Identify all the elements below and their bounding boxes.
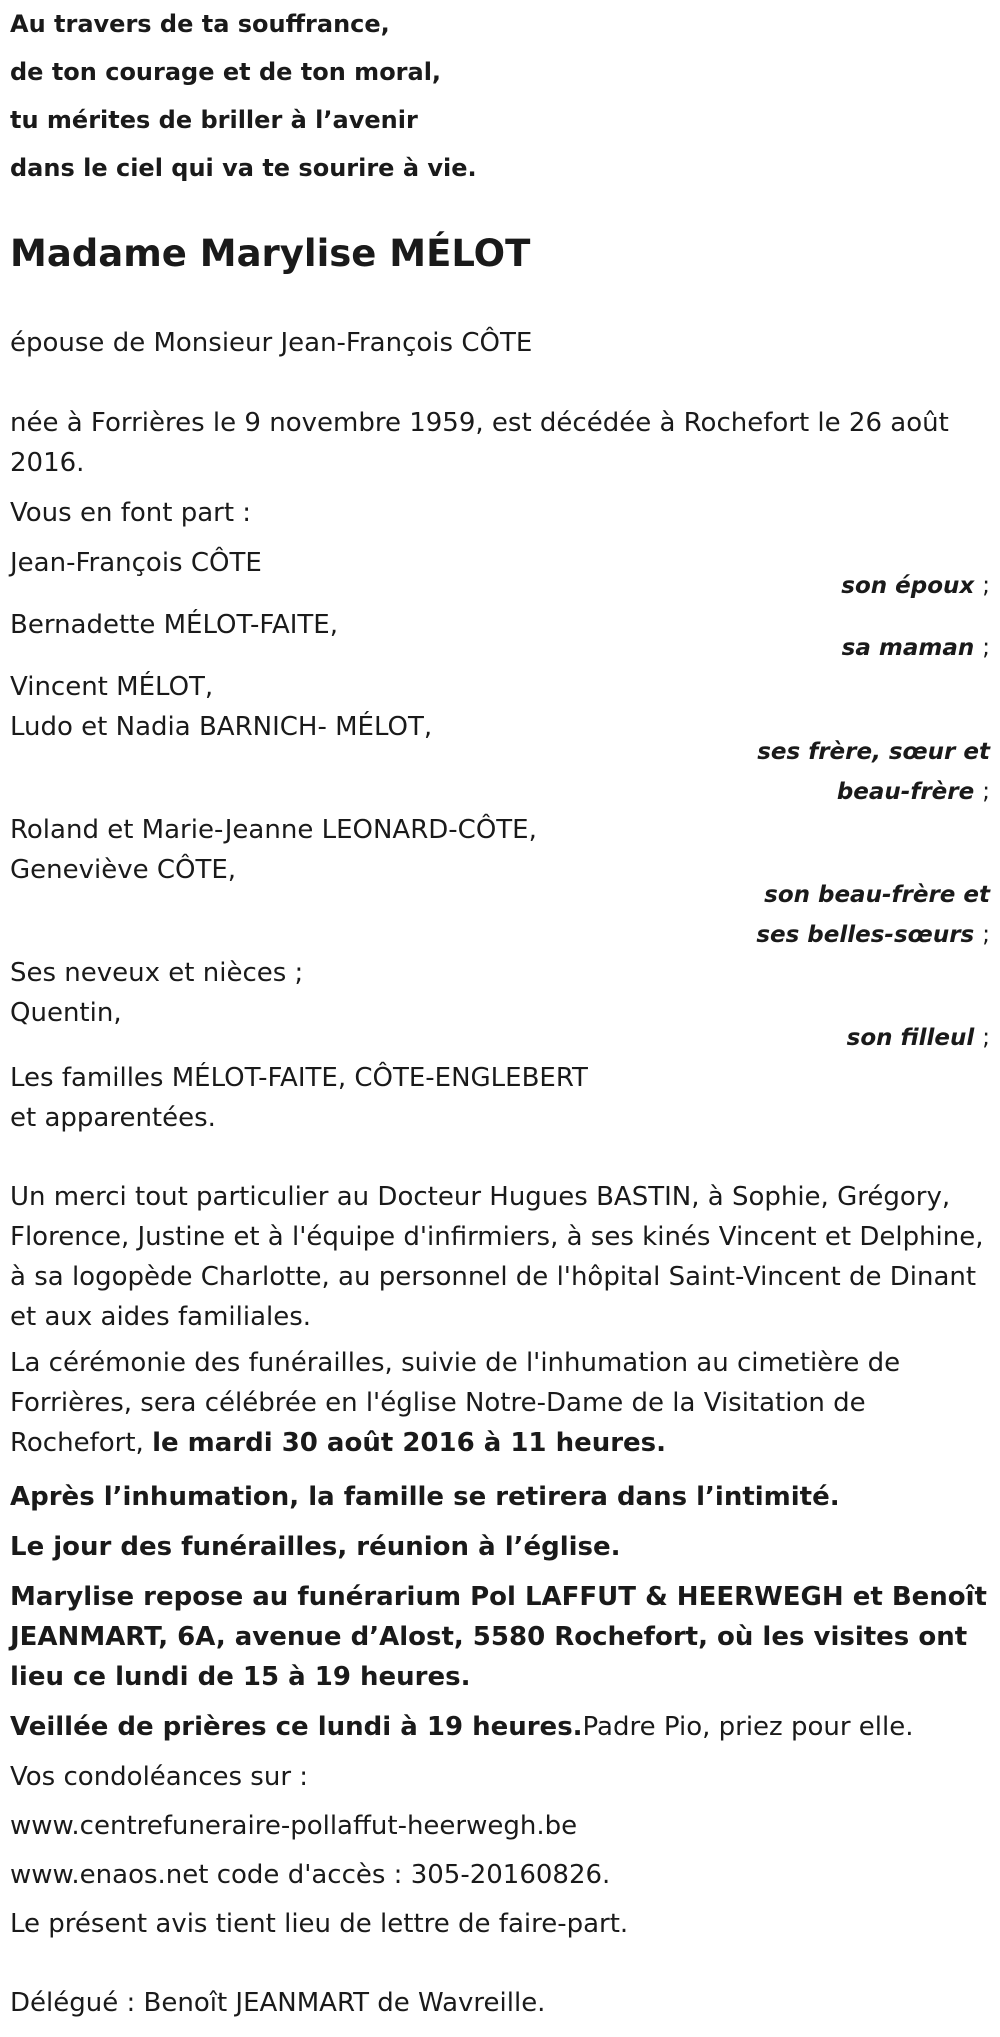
funeral-home: Marylise repose au funérarium Pol LAFFUT & HEERWEGH et Benoît JEANMART, 6A, avenue d’Alost, 5580 Rochefort, où les visites ont lieu ce lundi de 15 à 19 heures. xyxy=(10,1582,987,1692)
poem-line: Au travers de ta souffrance, xyxy=(10,10,390,38)
relation-line xyxy=(847,1018,990,1058)
semicolon: ; xyxy=(982,1025,990,1051)
group-relation xyxy=(841,566,990,606)
family-name: Vincent MÉLOT, xyxy=(10,672,214,702)
semicolon: ; xyxy=(982,779,990,805)
relation-text: son beau-frère et xyxy=(764,882,990,908)
enaos-code: www.enaos.net code d'accès : 305-20160826. xyxy=(10,1860,611,1890)
relation-line xyxy=(756,915,990,955)
family-name: Quentin, xyxy=(10,998,122,1028)
deceased-name: Madame Marylise MÉLOT xyxy=(10,232,531,275)
condolences-label: Vos condoléances sur : xyxy=(10,1762,309,1792)
group-names xyxy=(10,543,262,583)
intro-line: Vous en font part : xyxy=(10,498,252,528)
group-relation xyxy=(756,875,990,955)
thanks-paragraph: Un merci tout particulier au Docteur Hugues BASTIN, à Sophie, Grégory, Florence, Justine et à l'équipe d'infirmiers, à ses kinés Vincent et Delphine, à sa logopède Charlotte, au personnel de l'hôpital Saint-Vincent de Dinant et aux aides familiales. xyxy=(10,1182,984,1332)
relation-line xyxy=(757,772,990,812)
family-name: Roland et Marie-Jeanne LEONARD-CÔTE, xyxy=(10,815,537,845)
group-names xyxy=(10,667,432,747)
group-names xyxy=(10,953,303,1033)
family-name: Ludo et Nadia BARNICH- MÉLOT, xyxy=(10,712,433,742)
delegate-line: Délégué : Benoît JEANMART de Wavreille. xyxy=(10,1988,546,2018)
family-name: Ses neveux et nièces ; xyxy=(10,958,304,988)
family-name: Bernadette MÉLOT-FAITE, xyxy=(10,610,338,640)
relation-line xyxy=(841,566,990,606)
vigil-line xyxy=(10,1707,914,1747)
poem-line: de ton courage et de ton moral, xyxy=(10,58,442,86)
relation-text: ses frère, sœur et xyxy=(757,739,990,765)
vigil-bold: Veillée de prières ce lundi à 19 heures. xyxy=(10,1712,583,1742)
birth-death: née à Forrières le 9 novembre 1959, est décédée à Rochefort le 26 août 2016. xyxy=(10,408,949,478)
website-link[interactable]: www.centrefuneraire-pollaffut-heerwegh.be xyxy=(10,1811,578,1841)
poem-line: tu mérites de briller à l’avenir xyxy=(10,106,418,134)
group-relation xyxy=(757,732,990,812)
notice-line: Le présent avis tient lieu de lettre de faire-part. xyxy=(10,1909,629,1939)
poem-line: dans le ciel qui va te sourire à vie. xyxy=(10,154,477,182)
semicolon: ; xyxy=(982,922,990,948)
family-name: Les familles MÉLOT-FAITE, CÔTE-ENGLEBERT xyxy=(10,1063,588,1093)
poem xyxy=(10,0,477,192)
semicolon: ; xyxy=(982,573,990,599)
relation-line xyxy=(842,628,990,668)
relation-text: son époux xyxy=(841,573,975,599)
after-burial: Après l’inhumation, la famille se retirera dans l’intimité. xyxy=(10,1482,840,1512)
group-names xyxy=(10,605,338,645)
semicolon: ; xyxy=(982,635,990,661)
family-name: et apparentées. xyxy=(10,1103,216,1133)
family-name: Geneviève CÔTE, xyxy=(10,855,237,885)
relation-text: son filleul xyxy=(846,1025,975,1051)
spouse-line: épouse de Monsieur Jean-François CÔTE xyxy=(10,328,533,358)
group-names xyxy=(10,1058,588,1138)
group-relation xyxy=(842,628,990,668)
relation-text: sa maman xyxy=(841,635,975,661)
vigil-normal: Padre Pio, priez pour elle. xyxy=(582,1712,914,1742)
family-name: Jean-François CÔTE xyxy=(10,548,262,578)
relation-text: beau-frère xyxy=(836,779,975,805)
ceremony-paragraph xyxy=(10,1343,990,1463)
group-relation xyxy=(847,1018,990,1058)
church-meeting: Le jour des funérailles, réunion à l’église. xyxy=(10,1532,621,1562)
ceremony-text: La cérémonie des funérailles, suivie de l'inhumation au cimetière de Forrières, sera célébrée en l'église Notre-Dame de la Visitation de Rochefort, xyxy=(10,1348,901,1458)
ceremony-date: le mardi 30 août 2016 à 11 heures. xyxy=(152,1428,667,1458)
relation-text: ses belles-sœurs xyxy=(756,922,975,948)
group-names xyxy=(10,810,537,890)
